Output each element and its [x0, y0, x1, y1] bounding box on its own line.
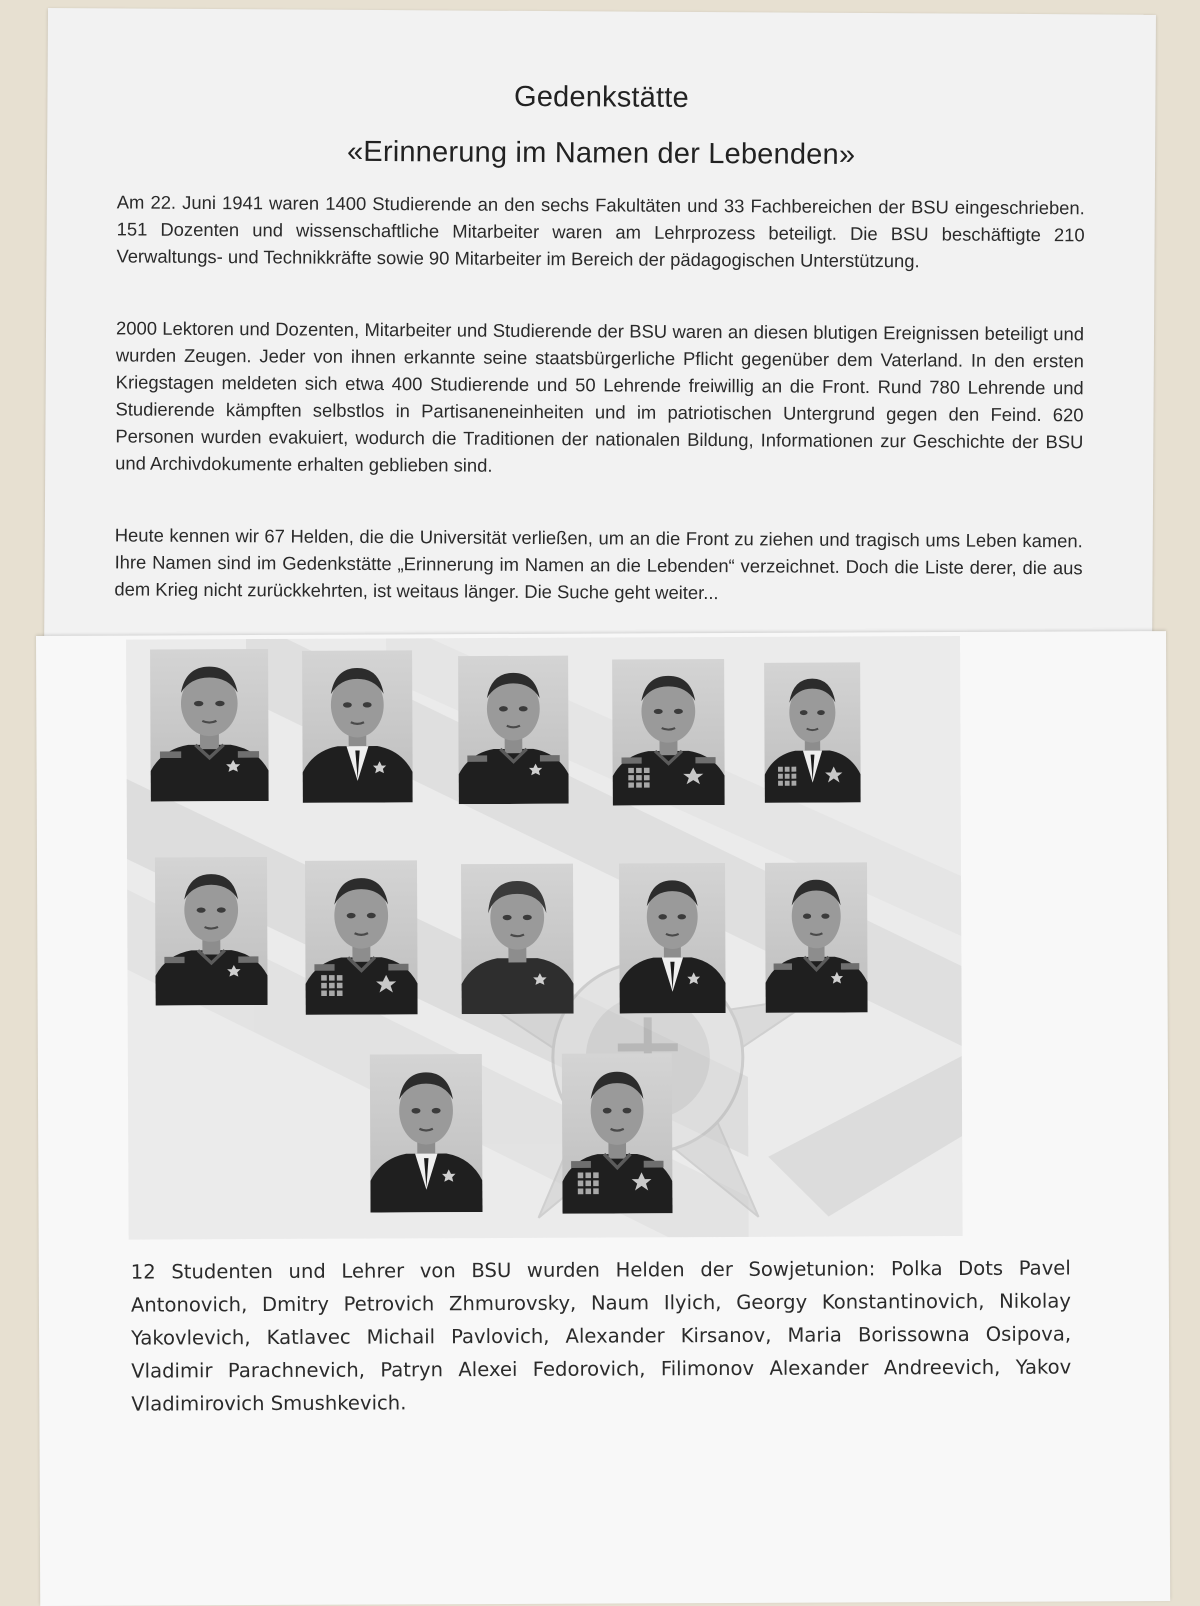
- portrait-collage: [126, 636, 963, 1240]
- paragraph-2: 2000 Lektoren und Dozenten, Mitarbeiter und Studierende der BSU waren an diesen blutigen Ereignissen beteiligt und wurden Zeugen. Jeder von ihnen erkannte seine staatsbürgerliche Pflicht gegenüber dem Vaterland. In den ersten Kriegstagen meldeten sich etwa 400 Studierende und 50 Lehrende freiwillig an die Front. Rund 780 Lehrende und Studierende kämpften selbstlos in Partisaneneinheiten und im patriotischen Untergrund gegen den Feind. 620 Personen wurden evakuiert, wodurch die Traditionen der nationalen Bildung, Informationen zur Geschichte der BSU und Archivdokumente erhalten geblieben sind.: [115, 317, 1085, 476]
- hero-portrait: [150, 649, 269, 802]
- upper-sheet: [44, 8, 1156, 655]
- hero-portrait: [765, 862, 868, 1012]
- hero-portrait: [612, 659, 725, 805]
- paragraph-1: Am 22. Juni 1941 waren 1400 Studierende an den sechs Fakultäten und 33 Fachbereichen der BSU eingeschrieben. 151 Dozenten und wissenschaftliche Mitarbeiter waren am Lehrprozess beteiligt. Die BSU beschäftigte 210 Verwaltungs- und Technikkräfte sowie 90 Mitarbeiter im Bereich der pädagogischen Unterstützung.: [116, 191, 1085, 272]
- lower-sheet: [36, 631, 1170, 1606]
- paragraph-3: Heute kennen wir 67 Helden, die die Universität verließen, um an die Front zu ziehen und tragisch ums Leben kamen. Ihre Namen sind im Gedenkstätte „Erinnerung im Namen an die Lebenden“ verzeichnet. Doch die Liste derer, die aus dem Krieg nicht zurückkehrten, ist weitaus länger. Die Suche geht weiter...: [114, 524, 1083, 604]
- hero-portrait: [155, 857, 268, 1005]
- page-title: Gedenkstätte: [513, 80, 690, 114]
- caption: 12 Studenten und Lehrer von BSU wurden Helden der Sowjetunion: Polka Dots Pavel Antonovich, Dmitry Petrovich Zhmurovsky, Naum Ilyich, Georgy Konstantinovich, Nikolay Yakovlevich, Katlavec Michail Pavlovich, Alexander Kirsanov, Maria Borissowna Osipova, Vladimir Parachnevich, Patryn Alexei Fedorovich, Filimonov Alexander Andreevich, Yakov Vladimirovich Smushkevich.: [130, 1256, 1072, 1416]
- hero-portrait: [619, 863, 726, 1013]
- hero-portrait: [305, 860, 418, 1014]
- page-subtitle: «Erinnerung im Namen der Lebenden»: [346, 135, 856, 171]
- hero-portrait: [370, 1054, 483, 1212]
- hero-portrait: [764, 662, 861, 802]
- hero-portrait: [302, 650, 413, 802]
- hero-portrait: [562, 1053, 673, 1213]
- hero-portrait: [458, 656, 569, 804]
- hero-portrait: [461, 864, 574, 1014]
